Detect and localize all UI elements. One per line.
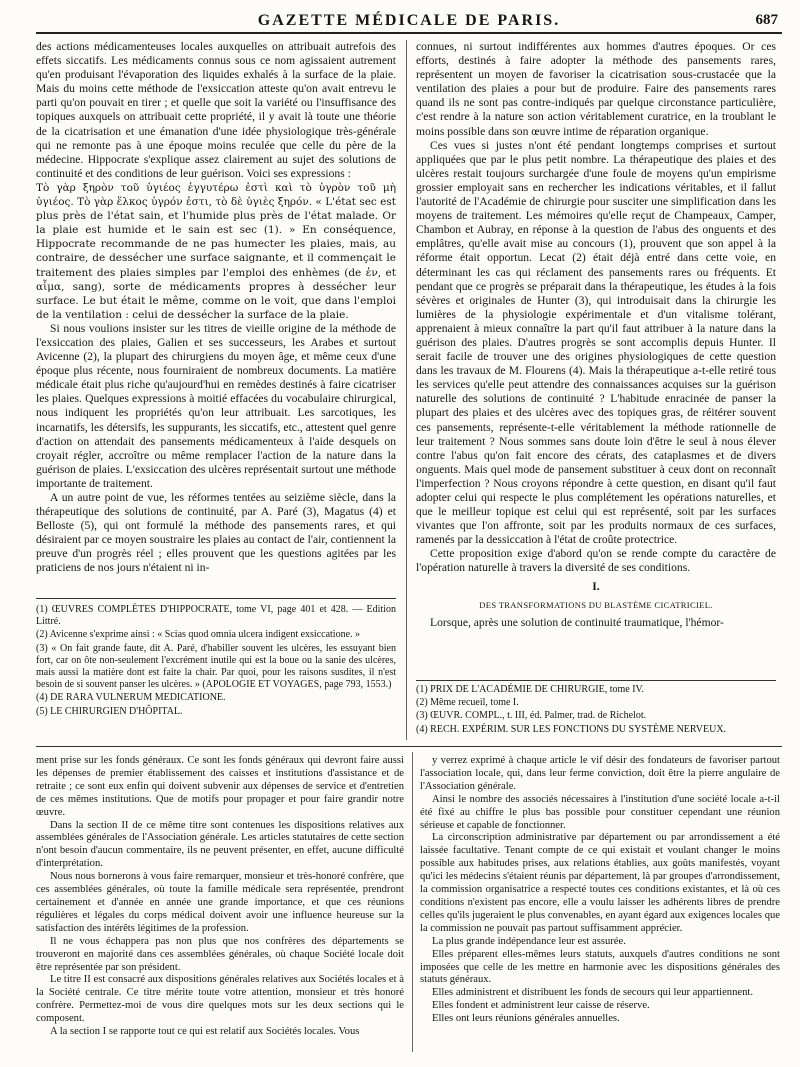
paragraph: Il ne vous échappera pas non plus que nos confrères des départements se trouveront en majorité dans ces assemblées générales, où chaque Société locale doit être représentée par son président. — [36, 935, 404, 973]
paragraph: A la section I se rapporte tout ce qui est relatif aux Sociétés locales. Vous — [50, 1026, 360, 1038]
footnotes-right — [416, 684, 776, 740]
section-number: I. — [592, 579, 600, 593]
footnote: (2) Avicenne s'exprime ainsi : « Scias quod omnia ulcera indigent exsiccatione. » — [36, 629, 361, 641]
journal-title: GAZETTE MÉDICALE DE PARIS. — [257, 12, 561, 29]
page-number: 687 — [755, 12, 778, 28]
paragraph: Elles préparent elles-mêmes leurs statuts, auxquels d'autres conditions ne sont imposées que celle de les mettre en harmonie avec les dispositions générales des statuts généraux. — [420, 948, 780, 986]
section-text: Lorsque, après une solution de continuité traumatique, l'hémor- — [430, 615, 724, 629]
footnote: (1) PRIX DE L'ACADÉMIE DE CHIRURGIE, tome IV. — [416, 684, 644, 695]
paragraph: La circonscription administrative par département ou par arrondissement a été laissée facultative. Tenant compte de ce qui existait et voulant changer le moins possible aux habitudes prises, aux relations établies, aux goûts manifestés, voyant qu'ici les médecins s'étaient réunis par département, là par groupes d'arrondissement, la commission organisatrice a respecté toutes ces conditions existantes, et là où ces conditions n'existent pas encore, elle a voulu laisser les adhérents libres de prendre celles qu'ils jugeraient le plus convenables, en ayant égard aux exigences locales que la commission ne pouvait pas partout suffisamment apprécier. — [420, 832, 780, 934]
paragraph: y verrez exprimé à chaque article le vif désir des fondateurs de favoriser partout l'association locale, qui, dans leur ferme conviction, doit être la pierre angulaire de l'Association générale. — [420, 755, 780, 792]
paragraph: Elles administrent et distribuent les fonds de secours qui leur appartiennent. — [432, 987, 753, 999]
paragraph: connues, ni surtout indifférentes aux hommes d'autres époques. Or ces efforts, destinés à faire adopter la méthode des pansements rares, représentent un moyen de favoriser la cicatrisation sous-crustacée que la ventilation des plaies a pour but de produire. Faire des pansements rares quand ils ne sont pas contre-indiqués par quelque circonstance particulière, c'est rendre à la nature son action véritablement curatrice, en la troublant le moins possible dans son œuvre intime de réparation organique. — [416, 40, 776, 138]
bulletin-column-right — [420, 755, 780, 1055]
section-title: DES TRANSFORMATIONS DU BLASTÈME CICATRICIEL. — [479, 599, 713, 610]
header-rule — [36, 32, 782, 34]
paragraph: des actions médicamenteuses locales auxquelles on attribuait autrefois des effets siccatifs. Les médicaments connus sous ce nom agissaient autrement qu'en produisant l'évaporation des liquides exhalés à la surface de la plaie. Mais du moins cette méthode de l'exsiccation atteste qu'on avait entrevu le parti qu'on pouvait en tirer ; et quelle que soit la variété ou l'insuffisance des topiques auxquels on attribuait cette propriété, il y avait là toute une théorie de la cicatrisation et une émanation d'une idée physiologique très-générale qui ne remonte pas à une époque moins reculée que celle du père de la médecine. Hippocrate s'explique assez clairement au sujet des solutions de continuité et des conditions de leur guérison. Voici ses expressions : — [36, 40, 396, 180]
bulletin-column-left — [36, 755, 404, 1055]
paragraph: Si nous voulions insister sur les titres de vieille origine de la méthode de l'exsiccation des plaies, Galien et ses successeurs, les Arabes et surtout Avicenne (2), la plupart des chirurgiens du moyen âge, et même ceux d'une époque plus récente, nous fourniraient de nombreux documents. La matière médicale était plus riche qu'aujourd'hui en remèdes destinés à faire cicatriser les plaies. Quelques expressions à moitié effacées du vocabulaire chirurgical, nous indiquent les propriétés qu'on leur attribuait. Les sarcotiques, les incarnatifs, les détersifs, les suppurants, les siccatifs, etc., attestent quel genre d'action on attendait des pansements médicamenteux à l'aide desquels on croyait régler, accroître ou même remplacer l'action de la nature dans la guérison de plaies. L'exsiccation des ulcères représentait surtout une méthode importante de traitement. — [36, 321, 396, 490]
paragraph: ment prise sur les fonds généraux. Ce sont les fonds généraux qui devront faire aussi les dépenses de premier établissement des caisses et institutions d'assistance et de retraite ; ce sont eux enfin qui doivent subvenir aux dépenses de service et d'entretien de ces mêmes institutions. Que de motifs pour propager et pour faire grandir notre œuvre. — [36, 755, 404, 818]
paragraph: Dans la section II de ce même titre sont contenues les dispositions relatives aux assemblées générales de l'Association générale. Les articles statutaires de cette section n'ont besoin d'aucun commentaire, ils ne peuvent présenter, en effet, aucune difficulté d'interprétation. — [36, 819, 404, 870]
paragraph: Ainsi le nombre des associés nécessaires à l'institution d'une société locale a-t-il été fixé au chiffre le plus bas possible pour constituer cependant une réunion sérieuse et capable de fonctionner. — [420, 793, 780, 831]
section-separator — [36, 746, 782, 747]
footnote-rule-right — [416, 680, 776, 681]
footnote: (3) « On fait grande faute, dit A. Paré, d'habiller souvent les ulcères, les essuyant bien fort, car on ôte non-seulement l'excrément inutile qui est la boue ou la sanie des ulcères, mais aussi la matière dont est faite la chair. Par quoi, pour les raisons susdites, il n'est besoin de si souvent panser les ulcères. » (APOLOGIE ET VOYAGES, page 793, 1553.) — [36, 642, 396, 691]
article-column-right — [416, 40, 776, 629]
column-divider-bottom — [412, 752, 413, 1052]
page-header — [36, 8, 782, 34]
footnote: (4) DE RARA VULNERUM MEDICATIONE. — [36, 692, 226, 704]
paragraph: Cette proposition exige d'abord qu'on se rende compte du caractère de l'opération naturelle à travers la diversité de ses conditions. — [416, 547, 776, 575]
paragraph: A un autre point de vue, les réformes tentées au seizième siècle, dans la thérapeutique des solutions de continuité, par A. Paré (3), Magatus (4) et Belloste (5), qui ont formulé la méthode des pansements rares, et qui désiraient par ce moyen soustraire les plaies au contact de l'air, contiennent la preuve d'un progrès réel ; elles prouvent que les questions agitées par les praticiens de nos jours n'étaient ni in- — [36, 491, 396, 575]
paragraph: Nous nous bornerons à vous faire remarquer, monsieur et très-honoré confrère, que ces assemblées générales, où toute la famille médicale sera représentée, prendront certainement et d'année en année une grande importance, et que ces réunions régulières et légales du corps médical doivent avoir une influence heureuse sur la satisfaction des intérêts légitimes de la profession. — [36, 871, 404, 934]
footnote: (1) ŒUVRES COMPLÈTES D'HIPPOCRATE, tome VI, page 401 et 428. — Edition Littré. — [36, 604, 396, 628]
paragraph: Le titre II est consacré aux dispositions générales relatives aux Sociétés locales et à la Société centrale. Ce titre mérite toute votre attention, monsieur et très honoré confrère. Permettez-moi de vous dire quelques mots sur les deux sections qui le composent. — [36, 974, 404, 1025]
paragraph-greek-quote: Τὸ γὰρ ξηρὸν τοῦ ὑγιέος ἐγγυτέρω ἐστὶ καὶ τὸ ὑγρὸν τοῦ μὴ ὑγιέος. Τὸ γὰρ ἕλκος ὑγρόν ἐστι, τὸ δὲ ὑγιὲς ξηρόν. « L'état sec est plus près de l'état sain, et l'humide plus près de l'état malade. Or la plaie est humide et le sain est sec (1). » En conséquence, Hippocrate recommande de ne pas humecter les plaies, mais, au contraire, de dessécher une surface saignante, et il commençait le traitement des plaies simples par l'emploi des enhèmes (de ἐν, et αἷμα, sang), sorte de médicaments propres à dessécher leur surface. Le but était le même, comme on le voit, que dans l'emploi de la ventilation : celui de dessécher la surface de la plaie. — [36, 181, 396, 321]
footnote: (2) Même recueil, tome I. — [416, 697, 519, 709]
footnote-rule-left — [36, 598, 396, 599]
paragraph: Ces vues si justes n'ont été pendant longtemps comprises et surtout appliquées que par le plus petit nombre. La thérapeutique des plaies et des ulcères restait toujours surchargée d'une foule de moyens qu'un empirisme grossier employait sans en rechercher les indications véritables, et il fallut l'autorité de l'Académie de chirurgie pour susciter une simplification dans les moyens de traitement. Les mémoires qu'elle reçut de Champeaux, Camper, Chambon et Aubray, en réponse à la question de l'abus des onguents et des emplâtres, qu'elle avait mise au concours (1), prouvent que son appel à la réforme était opportun. Lecat (2) était déjà entré dans cette voie, en déterminant les cas qui réclament des pansements rares ou fréquents. Et pendant que ce progrès se préparait dans la thérapeutique, les études à la fois sévères et originales de Hunter (3), qui introduisait dans la chirurgie les lumières de la physiologie expérimentale et d'un vitalisme tolérant, apprenaient à mieux connaître la part qu'il faut attribuer à la nature dans la guérison des plaies. D'autres progrès se sont accomplis depuis Hunter. Il serait facile de trouver une des origines physiologiques de cette question dans les travaux de M. Flourens (4). Mais la thérapeutique a-t-elle retiré tous les services qu'elle peut attendre des connaissances acquises sur la guérison naturelle des solutions de continuité ? L'habitude enracinée de panser la plupart des plaies et des ulcères avec des topiques gras, de réitérer souvent ces pansements, représente-t-elle véritablement la méthode rationnelle de leur traitement ? Nous sommes sans doute loin d'être le seul à nous élever contre l'abus qu'on fait encore des cérats, des cataplasmes et de divers onguents. Mais quel mode de pansement substituer à ceux dont on reconnaît l'imperfection ? Nous croyons répondre à cette question, en disant qu'il faut adopter celui qui respecte le plus complétement les opérations naturelles, et que le meilleur topique est celui qui est représenté, soit par les surfaces vivantes que l'on affronte, soit par les produits normaux de ces surfaces, ramenés par la dessiccation à l'état de croûte protectrice. — [416, 138, 776, 547]
paragraph: Elles ont leurs réunions générales annuelles. — [432, 1013, 620, 1025]
paragraph: Elles fondent et administrent leur caisse de réserve. — [432, 1000, 650, 1012]
footnote: (4) RECH. EXPÉRIM. SUR LES FONCTIONS DU SYSTÈME NERVEUX. — [416, 723, 727, 735]
footnotes-left — [36, 604, 396, 738]
article-column-left — [36, 40, 396, 596]
column-divider-top — [406, 40, 407, 740]
footnote: (5) LE CHIRURGIEN D'HÔPITAL. — [36, 705, 183, 717]
paragraph: La plus grande indépendance leur est assurée. — [432, 935, 626, 947]
footnote: (3) ŒUVR. COMPL., t. III, éd. Palmer, trad. de Richelot. — [416, 710, 647, 722]
